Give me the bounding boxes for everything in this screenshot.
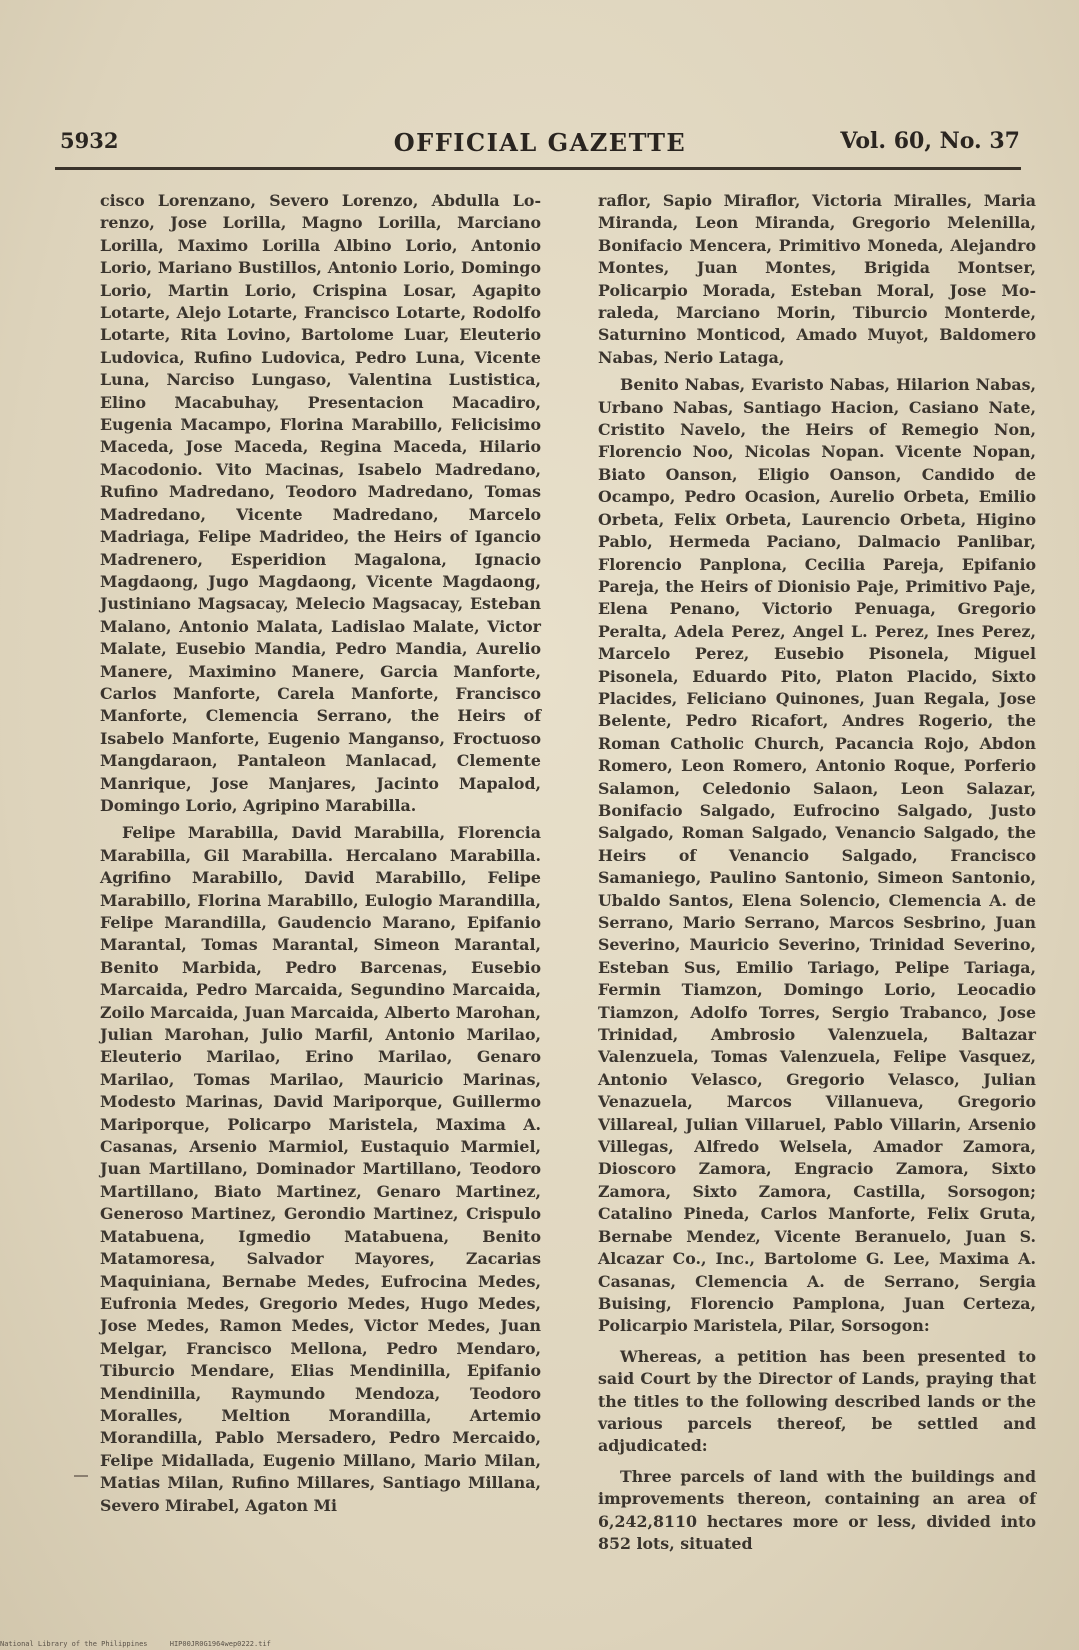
page-number: 5932 [60,128,119,153]
paragraph: Whereas, a petition has been presented to said Court by the Director of Lands, praying that the titles to the following described lands or the various parcels thereof, be settled and adjudicated: [598,1346,1036,1456]
paragraph: Benito Nabas, Evaristo Nabas, Hilarion Nabas, Urbano Nabas, Santiago Hacion, Casiano Nate, Cristito Navelo, the Heirs of Remegio Non, Florencio Noo, Nicolas Nopan. Vicente Nopan, Biato Oanson, Eligio Oanson, Candido de Ocampo, Pedro Ocasion, Aurelio Orbeta, Emilio Orbeta, Felix Orbeta, Laurencio Orbeta, Higino Pablo, Hermeda Paciano, Dalmacio Panlibar, Florencio Panplona, Cecilia Pareja, Epifanio Pareja, the Heirs of Dionisio Paje, Primitivo Paje, Elena Penano, Victorio Penuaga, Gregorio Peralta, Adela Perez, Angel L. Perez, Ines Perez, Marcelo Perez, Eusebio Pisonela, Miguel Pisonela, Eduardo Pito, Platon Placido, Sixto Placides, Feliciano Quinones, Juan Regala, Jose Belente, Pedro Ricafort, Andres Rogerio, the Roman Catholic Church, Pacancia Rojo, Abdon Romero, Leon Romero, Antonio Roque, Porferio Salamon, Celedonio Salaon, Leon Salazar, Bonifacio Salgado, Eufrocino Salgado, Justo Salgado, Roman Salgado, Venancio Salgado, the Heirs of Venancio Salgado, Francisco Samaniego, Paulino Santonio, Simeon Santonio, Ubaldo Santos, Elena Solencio, Clemencia A. de Serrano, Mario Serrano, Marcos Sesbrino, Juan Severino, Mauricio Severino, Trinidad Severino, Esteban Sus, Emilio Tariago, Pelipe Tariaga, Fermin Tiamzon, Domingo Lorio, Leocadio Tiamzon, Adolfo Torres, Sergio Trabanco, Jose Trinidad, Ambrosio Valenzuela, Baltazar Valenzuela, Tomas Valenzuela, Felipe Vasquez, Antonio Velasco, Gregorio Velasco, Julian Venazuela, Marcos Villanueva, Gregorio Villareal, Julian Villaruel, Pablo Villarin, Arsenio Villegas, Alfredo Welsela, Amador Zamora, Dioscoro Zamora, Engracio Zamora, Sixto Zamora, Sixto Zamora, Castilla, Sorsogon; Catalino Pineda, Carlos Manforte, Felix Gruta, Bernabe Mendez, Vicente Beranuelo, Juan S. Alcazar Co., Inc., Bartolome G. Lee, Maxima A. Casanas, Clemencia A. de Serrano, Sergia Buising, Florencio Pamplona, Juan Certeza, Policarpio Maristela, Pilar, Sorsogon: [598,375,1036,1336]
paragraph: Three parcels of land with the buildings and improvements thereon, containing an area of 6,242,8110 hectares more or less, divided into 852 lots, situated [598,1466,1036,1553]
paragraph: Felipe Marabilla, David Marabilla, Florencia Marabilla, Gil Marabilla. Hercalano Marabilla. Agrifino Marabillo, David Marabillo, Felipe Marabillo, Florina Marabillo, Eulogio Marandilla, Felipe Marandilla, Gaudencio Marano, Epifanio Marantal, Tomas Marantal, Simeon Marantal, Benito Marbida, Pedro Barcenas, Eusebio Marcaida, Pedro Marcaida, Segundino Marcaida, Zoilo Marcaida, Juan Marcaida, Alberto Marohan, Julian Marohan, Julio Marfil, Antonio Marilao, Eleuterio Marilao, Erino Marilao, Genaro Marilao, Tomas Marilao, Mauricio Marinas, Modesto Marinas, David Mariporque, Guillermo Mariporque, Policarpo Maristela, Maxima A. Casanas, Arsenio Marmiol, Eustaquio Marmiel, Juan Martillano, Dominador Martillano, Teodoro Martillano, Biato Martinez, Genaro Martinez, Generoso Martinez, Gerondio Martinez, Crispulo Matabuena, Igmedio Matabuena, Benito Matamoresa, Salvador Mayores, Zacarias Maquiniana, Bernabe Medes, Eufrocina Medes, Eufronia Medes, Gregorio Medes, Hugo Medes, Jose Medes, Ramon Medes, Victor Medes, Juan Melgar, Francisco Mellona, Pedro Mendaro, Tiburcio Mendare, Elias Mendinilla, Epifanio Mendinilla, Raymundo Mendoza, Teodoro Moralles, Meltion Morandilla, Artemio Morandilla, Pablo Mersadero, Pedro Mercaido, Felipe Midallada, Eugenio Millano, Mario Milan, Matias Milan, Rufino Millares, Santiago Millana, Severo Mirabel, Agaton Mi [100,823,541,1515]
header-rule [55,167,1021,170]
paragraph: cisco Lorenzano, Severo Lorenzo, Abdulla Lorenzo, Jose Lorilla, Magno Lorilla, Marciano Lorilla, Maximo Lorilla Albino Lorio, Antonio Lorio, Mariano Bustillos, Antonio Lorio, Domingo Lorio, Martin Lorio, Crispina Losar, Agapito Lotarte, Alejo Lotarte, Francisco Lotarte, Rodolfo Lotarte, Rita Lovino, Bartolome Luar, Eleuterio Ludovica, Rufino Ludovica, Pedro Luna, Vicente Luna, Narciso Lungaso, Valentina Lustistica, Elino Macabuhay, Presentacion Macadiro, Eugenia Macampo, Florina Marabillo, Felicisimo Maceda, Jose Maceda, Regina Maceda, Hilario Macodonio. Vito Macinas, Isabelo Madredano, Rufino Madredano, Teodoro Madredano, Tomas Madredano, Vicente Madredano, Marcelo Madriaga, Felipe Madrideo, the Heirs of Igancio Madrenero, Esperidion Magalona, Ignacio Magdaong, Jugo Magdaong, Vicente Magdaong, Justiniano Magsacay, Melecio Magsacay, Esteban Malano, Antonio Malata, Ladislao Malate, Victor Malate, Eusebio Mandia, Pedro Mandia, Aurelio Manere, Maximino Manere, Garcia Manforte, Carlos Manforte, Carela Manforte, Francisco Manforte, Clemencia Serrano, the Heirs of Isabelo Manforte, Eugenio Manganso, Froctuoso Mangdaraon, Pantaleon Manlacad, Clemente Manrique, Jose Manjares, Jacinto Mapalod, Domingo Lorio, Agripino Marabilla. [100,191,541,815]
library-credit: National Library of the Philippines [0,1640,148,1648]
page-header [60,128,1020,168]
volume-issue: Vol. 60, No. 37 [840,128,1020,154]
right-column [598,190,1036,1560]
scan-footer [0,1640,1079,1648]
margin-mark [74,1475,88,1477]
paragraph: raflor, Sapio Miraflor, Victoria Miralles, Maria Miranda, Leon Miranda, Gregorio Melenilla, Bonifacio Mencera, Primitivo Moneda, Alejandro Montes, Juan Montes, Brigida Montser, Policarpio Morada, Esteban Moral, Jose Moraleda, Marciano Morin, Tiburcio Monterde, Saturnino Monticod, Amado Muyot, Baldomero Nabas, Nerio Lataga, [598,191,1036,367]
left-column [100,190,541,1522]
file-name: HIP00JR0G1964wep0222.tif [169,1640,271,1648]
publication-title: OFFICIAL GAZETTE [393,128,687,157]
